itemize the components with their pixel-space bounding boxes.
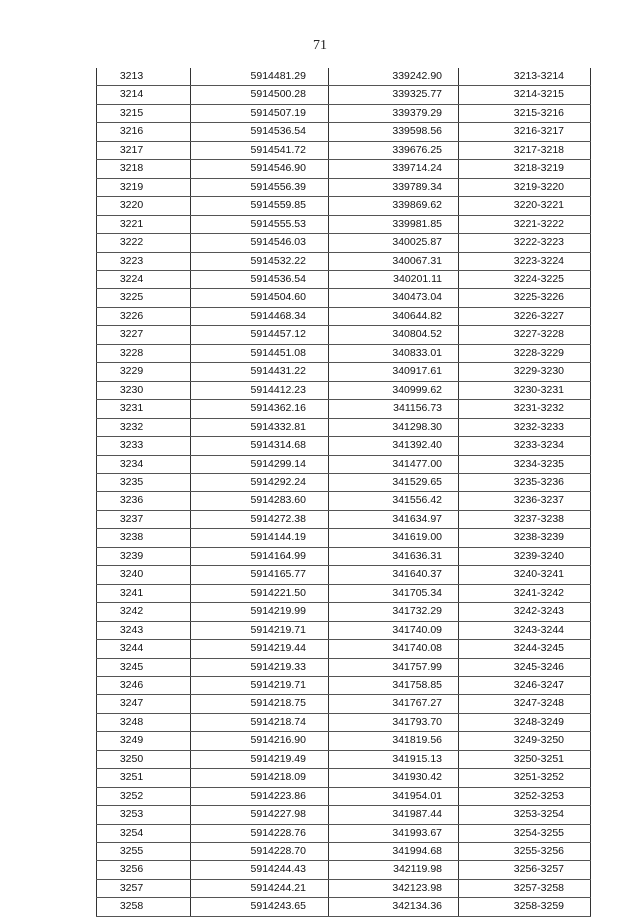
- table-row: [97, 344, 591, 362]
- y-coordinate-cell: 342119.98: [329, 861, 459, 879]
- segment-cell: 3234-3235: [459, 455, 591, 473]
- table-row: [97, 750, 591, 768]
- x-coordinate-cell: 5914228.76: [191, 824, 329, 842]
- y-coordinate-cell: 341556.42: [329, 492, 459, 510]
- segment-cell: 3249-3250: [459, 732, 591, 750]
- segment-cell: 3215-3216: [459, 104, 591, 122]
- table-row: [97, 86, 591, 104]
- y-coordinate-cell: 340025.87: [329, 234, 459, 252]
- segment-cell: 3223-3224: [459, 252, 591, 270]
- point-number-cell: 3225: [97, 289, 191, 307]
- table-row: [97, 879, 591, 897]
- point-number-cell: 3233: [97, 437, 191, 455]
- table-row: [97, 326, 591, 344]
- point-number-cell: 3247: [97, 695, 191, 713]
- segment-cell: 3252-3253: [459, 787, 591, 805]
- point-number-cell: 3217: [97, 141, 191, 159]
- y-coordinate-cell: 340644.82: [329, 307, 459, 325]
- coordinates-table: [96, 68, 591, 917]
- point-number-cell: 3241: [97, 584, 191, 602]
- point-number-cell: 3244: [97, 640, 191, 658]
- x-coordinate-cell: 5914555.53: [191, 215, 329, 233]
- x-coordinate-cell: 5914559.85: [191, 197, 329, 215]
- segment-cell: 3253-3254: [459, 806, 591, 824]
- table-row: [97, 695, 591, 713]
- table-row: [97, 381, 591, 399]
- point-number-cell: 3245: [97, 658, 191, 676]
- point-number-cell: 3232: [97, 418, 191, 436]
- table-row: [97, 68, 591, 86]
- point-number-cell: 3236: [97, 492, 191, 510]
- table-row: [97, 806, 591, 824]
- table-row: [97, 104, 591, 122]
- y-coordinate-cell: 341392.40: [329, 437, 459, 455]
- x-coordinate-cell: 5914244.43: [191, 861, 329, 879]
- y-coordinate-cell: 341819.56: [329, 732, 459, 750]
- table-row: [97, 603, 591, 621]
- point-number-cell: 3229: [97, 363, 191, 381]
- y-coordinate-cell: 341156.73: [329, 400, 459, 418]
- point-number-cell: 3256: [97, 861, 191, 879]
- y-coordinate-cell: 341640.37: [329, 566, 459, 584]
- x-coordinate-cell: 5914216.90: [191, 732, 329, 750]
- segment-cell: 3245-3246: [459, 658, 591, 676]
- point-number-cell: 3230: [97, 381, 191, 399]
- point-number-cell: 3215: [97, 104, 191, 122]
- table-row: [97, 215, 591, 233]
- x-coordinate-cell: 5914541.72: [191, 141, 329, 159]
- y-coordinate-cell: 340917.61: [329, 363, 459, 381]
- point-number-cell: 3226: [97, 307, 191, 325]
- x-coordinate-cell: 5914314.68: [191, 437, 329, 455]
- x-coordinate-cell: 5914536.54: [191, 270, 329, 288]
- segment-cell: 3242-3243: [459, 603, 591, 621]
- y-coordinate-cell: 339379.29: [329, 104, 459, 122]
- point-number-cell: 3257: [97, 879, 191, 897]
- y-coordinate-cell: 341529.65: [329, 473, 459, 491]
- table-row: [97, 160, 591, 178]
- x-coordinate-cell: 5914507.19: [191, 104, 329, 122]
- segment-cell: 3220-3221: [459, 197, 591, 215]
- segment-cell: 3232-3233: [459, 418, 591, 436]
- y-coordinate-cell: 341757.99: [329, 658, 459, 676]
- point-number-cell: 3251: [97, 769, 191, 787]
- table-row: [97, 713, 591, 731]
- x-coordinate-cell: 5914218.75: [191, 695, 329, 713]
- table-row: [97, 676, 591, 694]
- segment-cell: 3233-3234: [459, 437, 591, 455]
- y-coordinate-cell: 341758.85: [329, 676, 459, 694]
- segment-cell: 3244-3245: [459, 640, 591, 658]
- segment-cell: 3219-3220: [459, 178, 591, 196]
- table-row: [97, 732, 591, 750]
- y-coordinate-cell: 341954.01: [329, 787, 459, 805]
- point-number-cell: 3220: [97, 197, 191, 215]
- x-coordinate-cell: 5914362.16: [191, 400, 329, 418]
- point-number-cell: 3237: [97, 510, 191, 528]
- point-number-cell: 3227: [97, 326, 191, 344]
- y-coordinate-cell: 341740.09: [329, 621, 459, 639]
- table-row: [97, 252, 591, 270]
- point-number-cell: 3258: [97, 898, 191, 916]
- point-number-cell: 3255: [97, 843, 191, 861]
- x-coordinate-cell: 5914219.71: [191, 676, 329, 694]
- y-coordinate-cell: 341636.31: [329, 547, 459, 565]
- y-coordinate-cell: 341732.29: [329, 603, 459, 621]
- segment-cell: 3230-3231: [459, 381, 591, 399]
- x-coordinate-cell: 5914228.70: [191, 843, 329, 861]
- table-row: [97, 178, 591, 196]
- y-coordinate-cell: 339714.24: [329, 160, 459, 178]
- point-number-cell: 3254: [97, 824, 191, 842]
- table-row: [97, 584, 591, 602]
- segment-cell: 3231-3232: [459, 400, 591, 418]
- point-number-cell: 3219: [97, 178, 191, 196]
- y-coordinate-cell: 339789.34: [329, 178, 459, 196]
- table-row: [97, 270, 591, 288]
- segment-cell: 3216-3217: [459, 123, 591, 141]
- table-row: [97, 307, 591, 325]
- segment-cell: 3214-3215: [459, 86, 591, 104]
- x-coordinate-cell: 5914532.22: [191, 252, 329, 270]
- segment-cell: 3241-3242: [459, 584, 591, 602]
- table-row: [97, 473, 591, 491]
- y-coordinate-cell: 341930.42: [329, 769, 459, 787]
- point-number-cell: 3249: [97, 732, 191, 750]
- segment-cell: 3248-3249: [459, 713, 591, 731]
- point-number-cell: 3246: [97, 676, 191, 694]
- table-row: [97, 547, 591, 565]
- point-number-cell: 3235: [97, 473, 191, 491]
- x-coordinate-cell: 5914164.99: [191, 547, 329, 565]
- x-coordinate-cell: 5914243.65: [191, 898, 329, 916]
- segment-cell: 3221-3222: [459, 215, 591, 233]
- point-number-cell: 3238: [97, 529, 191, 547]
- y-coordinate-cell: 340473.04: [329, 289, 459, 307]
- x-coordinate-cell: 5914451.08: [191, 344, 329, 362]
- y-coordinate-cell: 341915.13: [329, 750, 459, 768]
- x-coordinate-cell: 5914500.28: [191, 86, 329, 104]
- x-coordinate-cell: 5914457.12: [191, 326, 329, 344]
- segment-cell: 3240-3241: [459, 566, 591, 584]
- x-coordinate-cell: 5914412.23: [191, 381, 329, 399]
- x-coordinate-cell: 5914219.44: [191, 640, 329, 658]
- segment-cell: 3224-3225: [459, 270, 591, 288]
- segment-cell: 3218-3219: [459, 160, 591, 178]
- table-row: [97, 566, 591, 584]
- x-coordinate-cell: 5914244.21: [191, 879, 329, 897]
- point-number-cell: 3234: [97, 455, 191, 473]
- x-coordinate-cell: 5914283.60: [191, 492, 329, 510]
- y-coordinate-cell: 341477.00: [329, 455, 459, 473]
- point-number-cell: 3250: [97, 750, 191, 768]
- table-row: [97, 492, 591, 510]
- y-coordinate-cell: 339242.90: [329, 68, 459, 86]
- x-coordinate-cell: 5914431.22: [191, 363, 329, 381]
- x-coordinate-cell: 5914223.86: [191, 787, 329, 805]
- table-row: [97, 455, 591, 473]
- segment-cell: 3235-3236: [459, 473, 591, 491]
- segment-cell: 3256-3257: [459, 861, 591, 879]
- point-number-cell: 3228: [97, 344, 191, 362]
- segment-cell: 3228-3229: [459, 344, 591, 362]
- segment-cell: 3257-3258: [459, 879, 591, 897]
- x-coordinate-cell: 5914481.29: [191, 68, 329, 86]
- y-coordinate-cell: 341740.08: [329, 640, 459, 658]
- point-number-cell: 3218: [97, 160, 191, 178]
- segment-cell: 3251-3252: [459, 769, 591, 787]
- point-number-cell: 3231: [97, 400, 191, 418]
- table-row: [97, 843, 591, 861]
- y-coordinate-cell: 340201.11: [329, 270, 459, 288]
- segment-cell: 3236-3237: [459, 492, 591, 510]
- x-coordinate-cell: 5914272.38: [191, 510, 329, 528]
- y-coordinate-cell: 339869.62: [329, 197, 459, 215]
- y-coordinate-cell: 341298.30: [329, 418, 459, 436]
- x-coordinate-cell: 5914332.81: [191, 418, 329, 436]
- x-coordinate-cell: 5914219.99: [191, 603, 329, 621]
- y-coordinate-cell: 341619.00: [329, 529, 459, 547]
- segment-cell: 3258-3259: [459, 898, 591, 916]
- x-coordinate-cell: 5914546.03: [191, 234, 329, 252]
- table-row: [97, 141, 591, 159]
- x-coordinate-cell: 5914144.19: [191, 529, 329, 547]
- point-number-cell: 3214: [97, 86, 191, 104]
- point-number-cell: 3242: [97, 603, 191, 621]
- segment-cell: 3217-3218: [459, 141, 591, 159]
- y-coordinate-cell: 339981.85: [329, 215, 459, 233]
- table-row: [97, 510, 591, 528]
- x-coordinate-cell: 5914165.77: [191, 566, 329, 584]
- point-number-cell: 3223: [97, 252, 191, 270]
- point-number-cell: 3221: [97, 215, 191, 233]
- table-row: [97, 123, 591, 141]
- segment-cell: 3255-3256: [459, 843, 591, 861]
- x-coordinate-cell: 5914468.34: [191, 307, 329, 325]
- point-number-cell: 3239: [97, 547, 191, 565]
- point-number-cell: 3224: [97, 270, 191, 288]
- point-number-cell: 3240: [97, 566, 191, 584]
- table-row: [97, 621, 591, 639]
- y-coordinate-cell: 341793.70: [329, 713, 459, 731]
- y-coordinate-cell: 342123.98: [329, 879, 459, 897]
- point-number-cell: 3248: [97, 713, 191, 731]
- x-coordinate-cell: 5914218.09: [191, 769, 329, 787]
- segment-cell: 3238-3239: [459, 529, 591, 547]
- table-row: [97, 529, 591, 547]
- table-row: [97, 787, 591, 805]
- segment-cell: 3254-3255: [459, 824, 591, 842]
- x-coordinate-cell: 5914556.39: [191, 178, 329, 196]
- y-coordinate-cell: 341993.67: [329, 824, 459, 842]
- x-coordinate-cell: 5914292.24: [191, 473, 329, 491]
- y-coordinate-cell: 341987.44: [329, 806, 459, 824]
- x-coordinate-cell: 5914218.74: [191, 713, 329, 731]
- y-coordinate-cell: 339676.25: [329, 141, 459, 159]
- y-coordinate-cell: 341767.27: [329, 695, 459, 713]
- y-coordinate-cell: 340067.31: [329, 252, 459, 270]
- x-coordinate-cell: 5914546.90: [191, 160, 329, 178]
- y-coordinate-cell: 342134.36: [329, 898, 459, 916]
- table-row: [97, 658, 591, 676]
- y-coordinate-cell: 340804.52: [329, 326, 459, 344]
- x-coordinate-cell: 5914227.98: [191, 806, 329, 824]
- coordinates-table-body: [97, 68, 591, 916]
- y-coordinate-cell: 341634.97: [329, 510, 459, 528]
- segment-cell: 3213-3214: [459, 68, 591, 86]
- y-coordinate-cell: 340833.01: [329, 344, 459, 362]
- segment-cell: 3229-3230: [459, 363, 591, 381]
- segment-cell: 3246-3247: [459, 676, 591, 694]
- x-coordinate-cell: 5914221.50: [191, 584, 329, 602]
- table-row: [97, 640, 591, 658]
- table-row: [97, 769, 591, 787]
- y-coordinate-cell: 339598.56: [329, 123, 459, 141]
- y-coordinate-cell: 340999.62: [329, 381, 459, 399]
- page-number: 71: [313, 38, 327, 53]
- point-number-cell: 3253: [97, 806, 191, 824]
- table-row: [97, 197, 591, 215]
- table-row: [97, 363, 591, 381]
- table-row: [97, 898, 591, 916]
- x-coordinate-cell: 5914219.33: [191, 658, 329, 676]
- y-coordinate-cell: 341994.68: [329, 843, 459, 861]
- table-row: [97, 400, 591, 418]
- segment-cell: 3243-3244: [459, 621, 591, 639]
- table-row: [97, 861, 591, 879]
- point-number-cell: 3216: [97, 123, 191, 141]
- y-coordinate-cell: 339325.77: [329, 86, 459, 104]
- table-row: [97, 234, 591, 252]
- point-number-cell: 3243: [97, 621, 191, 639]
- x-coordinate-cell: 5914219.49: [191, 750, 329, 768]
- x-coordinate-cell: 5914504.60: [191, 289, 329, 307]
- segment-cell: 3222-3223: [459, 234, 591, 252]
- segment-cell: 3227-3228: [459, 326, 591, 344]
- point-number-cell: 3222: [97, 234, 191, 252]
- x-coordinate-cell: 5914536.54: [191, 123, 329, 141]
- segment-cell: 3239-3240: [459, 547, 591, 565]
- y-coordinate-cell: 341705.34: [329, 584, 459, 602]
- x-coordinate-cell: 5914299.14: [191, 455, 329, 473]
- x-coordinate-cell: 5914219.71: [191, 621, 329, 639]
- table-row: [97, 418, 591, 436]
- segment-cell: 3247-3248: [459, 695, 591, 713]
- table-row: [97, 437, 591, 455]
- segment-cell: 3225-3226: [459, 289, 591, 307]
- segment-cell: 3226-3227: [459, 307, 591, 325]
- table-row: [97, 824, 591, 842]
- segment-cell: 3237-3238: [459, 510, 591, 528]
- point-number-cell: 3252: [97, 787, 191, 805]
- point-number-cell: 3213: [97, 68, 191, 86]
- segment-cell: 3250-3251: [459, 750, 591, 768]
- table-row: [97, 289, 591, 307]
